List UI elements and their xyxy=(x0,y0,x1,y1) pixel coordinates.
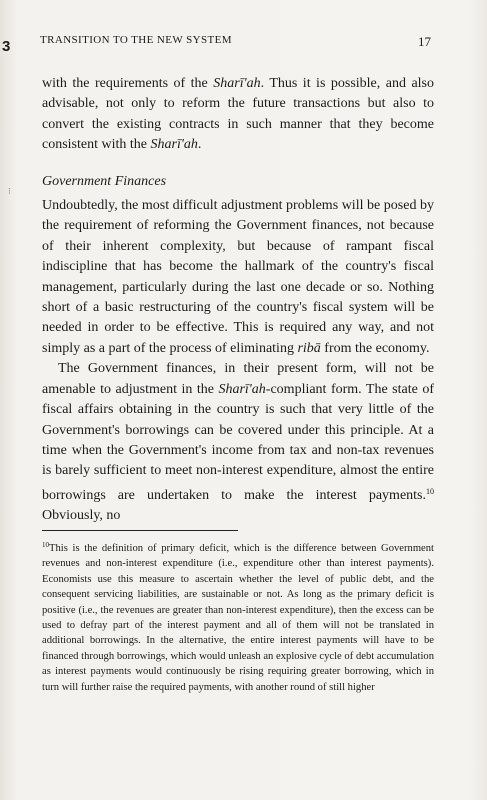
italic-term: Sharī'ah xyxy=(213,76,261,91)
footnote-text: This is the definition of primary deficit, which is the difference between Government revenues and non-interest expenditure (i.e., expenditure other than interest payments). Economists use this measure to ascertain whether the level of public debt, and the consequent servicing liabilities, are sustainable or not. As long as the primary deficit is positive (i.e., the revenues are greater than non-interest expenditure), then the excess can be used to defray part of the interest payment and all of them will not be translated in additional borrowings. In the alternative, the entire interest payments will have to be financed through borrowings, which would unleash an explosive cycle of debt accumulation as interest payments would continuously be rising requiring greater borrowing, which in turn will further raise the required payments, with another round of still higher xyxy=(42,543,434,693)
text-run: The Government finances, in their present form, will not be amenable to adjustment in the xyxy=(42,361,434,397)
running-head: TRANSITION TO THE NEW SYSTEM xyxy=(40,34,232,46)
page-number: 17 xyxy=(418,34,431,49)
italic-term: Sharī'ah xyxy=(218,381,266,397)
footnote-number: 10 xyxy=(42,541,49,549)
margin-page-number: 3 xyxy=(2,38,11,55)
paragraph-1 xyxy=(42,74,434,156)
section-heading: Government Finances xyxy=(42,173,167,189)
footnote xyxy=(42,538,434,695)
text-run: -compliant form. The state of fiscal affairs obtaining in the country is such that very little of the Government's borrowings can be covered under this principle. At a time when the Government's income from tax and non-tax revenues is barely sufficient to meet non-interest expenditure, almost the entire borrowings are undertaken to make the interest payments. xyxy=(42,381,434,503)
text-run: with the requirements of the xyxy=(42,76,214,91)
margin-mark: ⁝ xyxy=(8,186,11,196)
text-run: from the economy. xyxy=(320,340,430,356)
paragraph-3 xyxy=(42,359,434,526)
paragraph-2 xyxy=(42,196,434,359)
text-run: . xyxy=(197,137,202,153)
italic-term: ribā xyxy=(297,340,321,356)
footnote-rule xyxy=(42,530,238,531)
text-run: Undoubtedly, the most difficult adjustment problems will be posed by the requirement of reforming the Government finances, not because of their inherent complexity, but because of rampant fiscal indiscipline that has become the hallmark of the country's fiscal management, particularly during the last one decade or so. Nothing short of a basic restructuring of the country's fiscal system will be needed in order to be effective. This is required any way, and not simply as a part of the process of eliminating xyxy=(42,198,434,356)
footnote-reference[interactable]: 10 xyxy=(426,486,434,496)
text-run: Obviously, no xyxy=(42,508,121,524)
italic-term: Sharī'ah xyxy=(150,137,198,153)
text-run: . Thus it is possible, and also advisable, not only to reform the future transactions but also to convert the existing contracts in such manner that they become consistent with the xyxy=(42,76,434,153)
main-text xyxy=(42,74,434,527)
